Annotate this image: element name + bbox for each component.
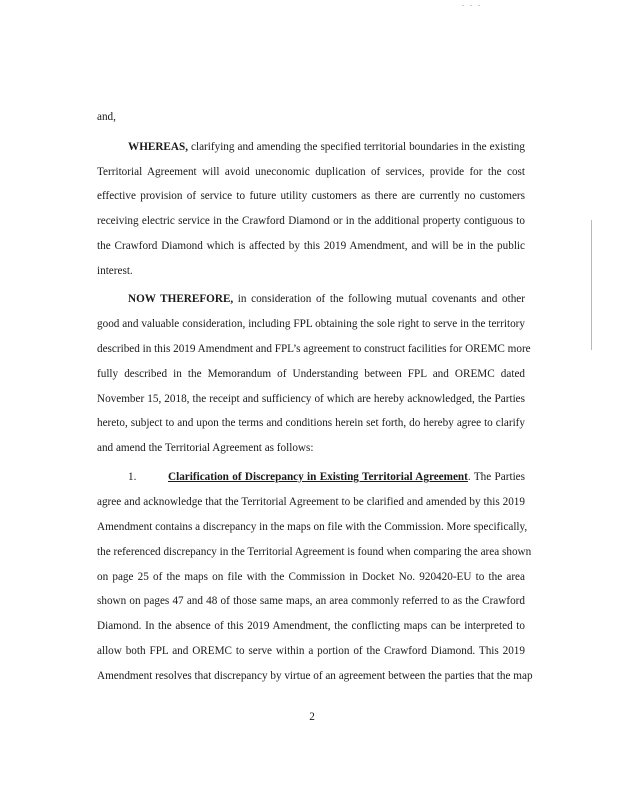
text-line: good and valuable consideration, including FPL obtaining the sole right to serve in the territory [97,318,525,330]
text-line: Territorial Agreement will avoid uneconomic duplication of services, provide for the cost [97,166,525,178]
now-therefore-lead: NOW THEREFORE, [128,293,234,305]
section-heading: Clarification of Discrepancy in Existing Territorial Agreement [168,471,468,483]
now-therefore-paragraph-start: NOW THEREFORE, in consideration of the following mutual covenants and other [128,293,525,305]
whereas-lead: WHEREAS, [128,141,188,153]
text-line: the Crawford Diamond which is affected by this 2019 Amendment, and will be in the public [97,240,525,252]
text-line: agree and acknowledge that the Territorial Agreement to be clarified and amended by this 2019 [97,496,525,508]
text-line: hereto, subject to and upon the terms and conditions herein set forth, do hereby agree to clarify [97,417,525,429]
text-line: Amendment resolves that discrepancy by virtue of an agreement between the parties that the map [97,670,533,682]
whereas-paragraph-start: WHEREAS, clarifying and amending the specified territorial boundaries in the existing [128,141,525,153]
section-number: 1. [128,471,137,483]
scan-speck [462,5,464,6]
text-line: receiving electric service in the Crawford Diamond or in the additional property contiguous to [97,215,525,227]
text-line: effective provision of service to future utility customers as there are currently no customers [97,190,525,202]
text-line: shown on pages 47 and 48 of those same maps, an area commonly referred to as the Crawford [97,595,525,607]
text-line: allow both FPL and OREMC to serve within a portion of the Crawford Diamond. This 2019 [97,645,525,657]
text-line: fully described in the Memorandum of Understanding between FPL and OREMC dated [97,368,525,380]
text-line: interest. [97,265,133,277]
scan-speck [470,5,472,6]
text-line: and amend the Territorial Agreement as follows: [97,442,314,454]
text-line: Diamond. In the absence of this 2019 Amendment, the conflicting maps can be interpreted to [97,620,525,632]
scan-margin-mark [591,220,592,350]
scan-speck [478,5,480,6]
text-line: the referenced discrepancy in the Territorial Agreement is found when comparing the area shown [97,546,532,558]
text-line: on page 25 of the maps on file with the Commission in Docket No. 920420-EU to the area [97,571,525,583]
text-line: November 15, 2018, the receipt and sufficiency of which are hereby acknowledged, the Parties [97,393,525,405]
text-line: and, [97,111,116,123]
page-number: 2 [309,711,315,723]
section-heading-line: Clarification of Discrepancy in Existing Territorial Agreement. The Parties [168,471,525,483]
text-line: Amendment contains a discrepancy in the maps on file with the Commission. More specifically, [97,521,528,533]
text-line: described in this 2019 Amendment and FPL’s agreement to construct facilities for OREMC more [97,343,531,355]
